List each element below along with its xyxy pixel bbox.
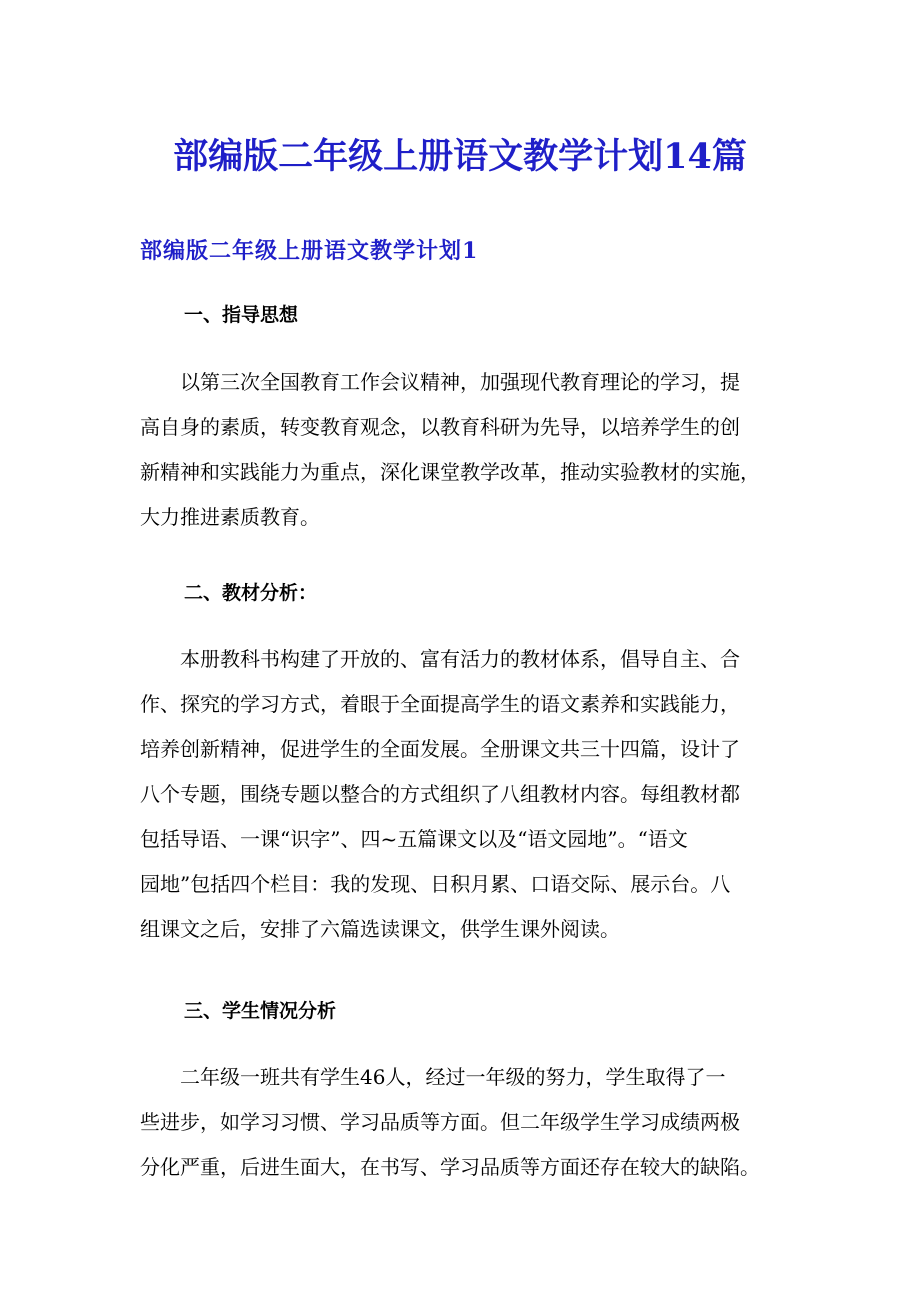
section-paragraph-guiding-thought — [140, 360, 782, 540]
paragraph-line: 大力推进素质教育。 — [140, 505, 320, 529]
paragraph-line: 以第三次全国教育工作会议精神，加强现代教育理论的学习，提 — [140, 370, 740, 394]
section-heading-textbook-analysis: 二、教材分析： — [184, 582, 318, 604]
paragraph-line: 培养创新精神，促进学生的全面发展。全册课文共三十四篇，设计了 — [140, 737, 740, 761]
section-paragraph-textbook-analysis — [140, 637, 782, 952]
paragraph-line: 新精神和实践能力为重点，深化课堂教学改革，推动实验教材的实施， — [140, 460, 760, 484]
paragraph-line: 本册教科书构建了开放的、富有活力的教材体系，倡导自主、合 — [140, 647, 740, 671]
paragraph-line: 八个专题，围绕专题以整合的方式组织了八组教材内容。每组教材都 — [140, 782, 740, 806]
paragraph-line: 二年级一班共有学生46人，经过一年级的努力，学生取得了一 — [140, 1065, 726, 1089]
paragraph-line: 包括导语、一课“识字”、四~五篇课文以及“语文园地”。“语文 — [140, 827, 688, 851]
paragraph-line: 高自身的素质，转变教育观念，以教育科研为先导，以培养学生的创 — [140, 415, 740, 439]
document-title: 部编版二年级上册语文教学计划14篇 — [173, 136, 747, 177]
paragraph-line: 些进步，如学习习惯、学习品质等方面。但二年级学生学习成绩两极 — [140, 1110, 740, 1134]
paragraph-line: 分化严重，后进生面大，在书写、学习品质等方面还存在较大的缺陷。 — [140, 1155, 760, 1179]
plan-subtitle: 部编版二年级上册语文教学计划1 — [140, 238, 479, 264]
section-paragraph-student-analysis — [140, 1055, 782, 1190]
section-heading-guiding-thought: 一、指导思想 — [184, 304, 299, 326]
paragraph-line: 组课文之后，安排了六篇选读课文，供学生课外阅读。 — [140, 917, 620, 941]
paragraph-line: 作、探究的学习方式，着眼于全面提高学生的语文素养和实践能力， — [140, 692, 740, 716]
paragraph-line: 园地”包括四个栏目：我的发现、日积月累、口语交际、展示台。八 — [140, 872, 731, 896]
section-heading-student-analysis: 三、学生情况分析 — [184, 1000, 337, 1022]
